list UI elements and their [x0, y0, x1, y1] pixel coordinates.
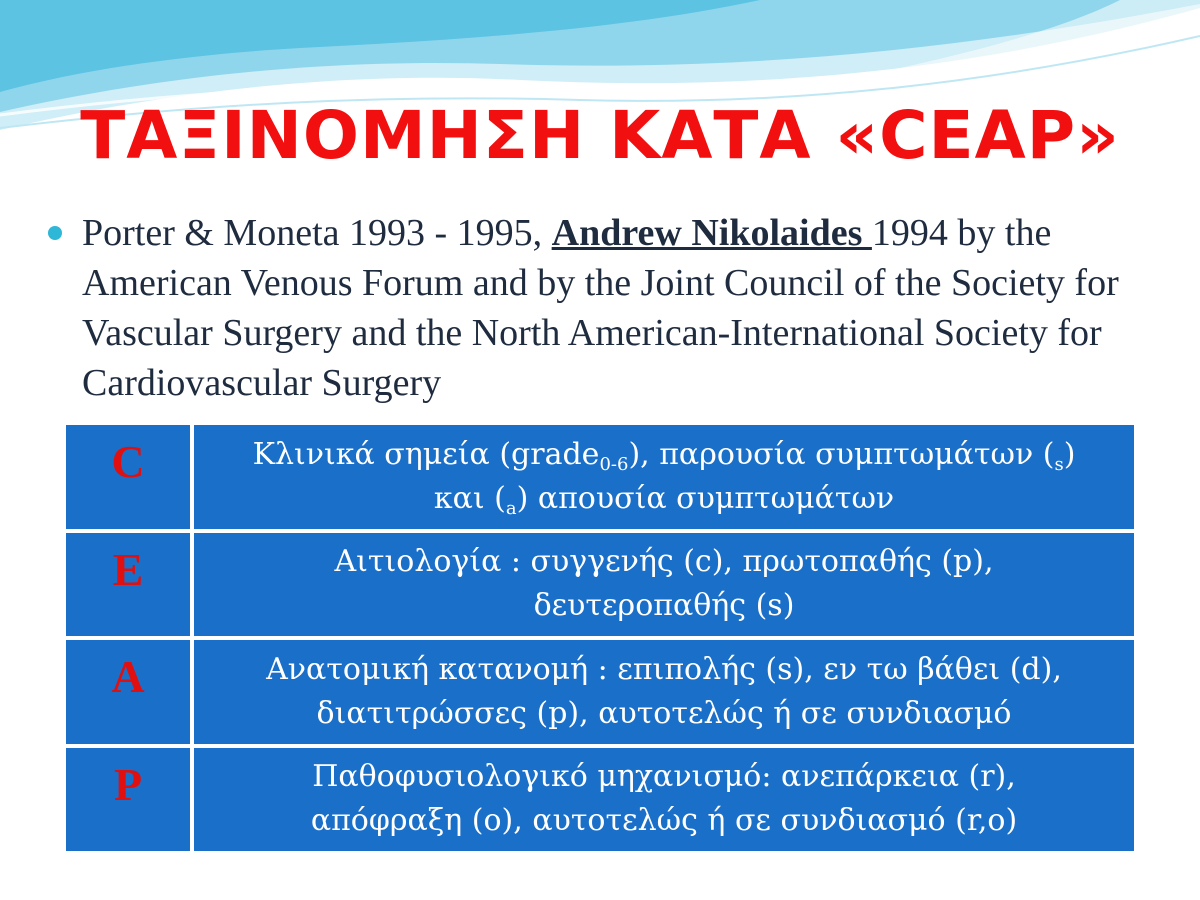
text-fragment: ), παρουσία συμπτωμάτων (	[628, 436, 1055, 472]
row-line: Ανατομική κατανομή : επιπολής (s), εν τω βάθει (d),	[266, 651, 1062, 687]
row-line: απόφραξη (o), αυτοτελώς ή σε συνδιασμό (r,o)	[310, 803, 1018, 839]
row-description	[192, 746, 1136, 854]
subscript: a	[505, 497, 517, 519]
row-line: διατιτρώσσες (p), αυτοτελώς ή σε συνδιασμό	[316, 695, 1012, 731]
table-row-a	[64, 638, 1136, 746]
table-row-e	[64, 531, 1136, 639]
text-fragment: Κλινικά σημεία (grade	[252, 436, 600, 472]
row-letter: C	[64, 423, 192, 531]
row-line: Αιτιολογία : συγγενής (c), πρωτοπαθής (p),	[334, 544, 994, 580]
text-fragment: )	[1063, 436, 1076, 472]
table-row-c	[64, 423, 1136, 531]
author-link[interactable]: Andrew Nikolaides	[551, 212, 872, 254]
row-line: Παθοφυσιολογικό μηχανισμό: ανεπάρκεια (r),	[312, 759, 1016, 795]
bullet-text	[82, 208, 1168, 408]
row-line	[202, 433, 1126, 477]
text-fragment: ) απουσία συμπτωμάτων	[516, 480, 895, 516]
row-description	[192, 423, 1136, 531]
slide-title: ΤΑΞΙΝΟΜΗΣΗ ΚΑΤΑ «CEAP»	[80, 97, 1120, 174]
text-fragment: και (	[433, 480, 506, 516]
bullet-text-pre: Porter & Moneta 1993 - 1995,	[82, 212, 552, 254]
bullet-paragraph	[48, 208, 1168, 426]
row-letter: P	[64, 746, 192, 854]
row-letter: E	[64, 531, 192, 639]
subscript: s	[1054, 453, 1064, 475]
bullet-text-post: 1994 by the American Venous Forum and by the Joint Council of the Society for Vascular Surgery and the North American-International Society for Cardiovascular Surgery	[82, 212, 1119, 404]
row-description	[192, 531, 1136, 639]
row-line	[202, 477, 1126, 521]
table-row-p	[64, 746, 1136, 854]
subscript: 0-6	[599, 453, 629, 475]
ceap-table	[62, 421, 1138, 855]
row-line: δευτεροπαθής (s)	[533, 588, 795, 624]
bullet-dot-icon	[48, 226, 62, 240]
row-description	[192, 638, 1136, 746]
row-letter: A	[64, 638, 192, 746]
